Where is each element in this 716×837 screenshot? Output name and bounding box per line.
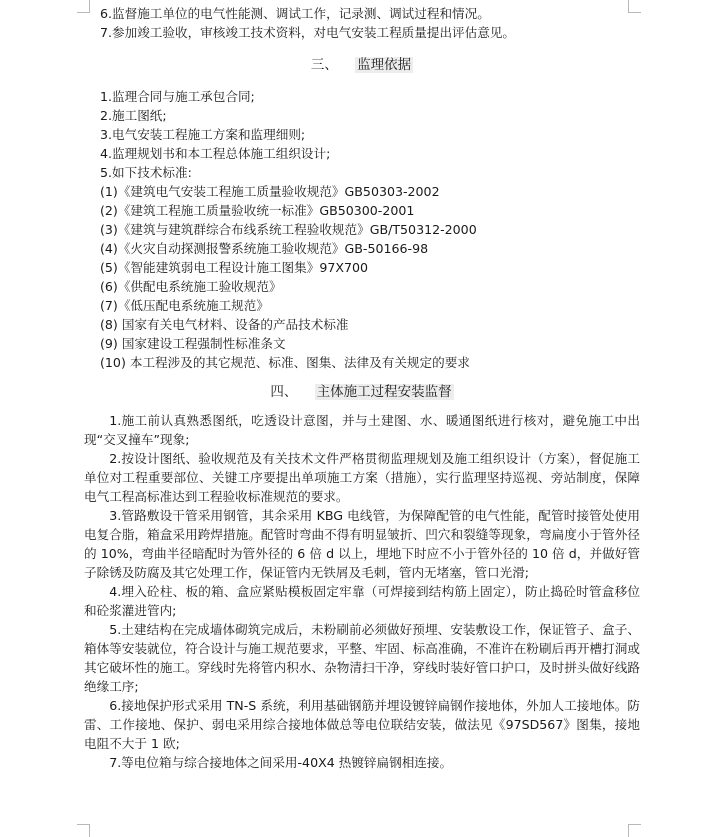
list-item: (3)《建筑与建筑群综合布线系统工程验收规范》GB/T50312-2000 — [100, 222, 477, 237]
paragraph: 7.等电位箱与综合接地体之间采用-40X4 热镀锌扁钢相连接。 — [109, 755, 453, 770]
basis-list — [84, 87, 640, 372]
list-item: (10) 本工程涉及的其它规范、标准、图集、法律及有关规定的要求 — [100, 355, 470, 370]
list-item: (8) 国家有关电气材料、设备的产品技术标准 — [100, 317, 349, 332]
paragraph: 2.按设计图纸、验收规范及有关技术文件严格贯彻监理规划及施工组织设计（方案），督促施工单位对工程重要部位、关键工序要提出单项施工方案（措施），实行监理坚持巡视、旁站制度，保障电气工程高标准达到工程验收标准规范的要求。 — [84, 451, 640, 504]
paragraph: 1.施工前认真熟悉图纸，吃透设计意图，并与土建图、水、暖通图纸进行核对，避免施工中出现“交叉撞车”现象; — [84, 413, 640, 447]
list-item: (9) 国家建设工程强制性标准条文 — [100, 336, 286, 351]
section-title: 主体施工过程安装监督 — [316, 384, 452, 400]
list-item: (5)《智能建筑弱电工程设计施工图集》97X700 — [100, 260, 369, 275]
section-title: 监理依据 — [357, 57, 412, 73]
list-item: (4)《火灾自动探测报警系统施工验收规范》GB-50166-98 — [100, 241, 429, 256]
list-item: 4.监理规划书和本工程总体施工组织设计; — [100, 146, 331, 161]
list-item: (7)《低压配电系统施工规范》 — [100, 298, 269, 313]
list-item: 5.如下技术标准: — [100, 165, 192, 180]
paragraph: 3.管路敷设干管采用钢管，其余采用 KBG 电线管，为保障配管的电气性能，配管时接管处使用电复合脂，箱盒采用跨焊措施。配管时弯曲不得有明显皱折、凹穴和裂缝等现象，弯扁度小于管外径的 10%，弯曲半径暗配时为管外径的 6 倍 d 以上，埋地下时应不小于管外径的 10 倍 d，并做好管子除锈及防腐及其它处理工作，保证管内无铁屑及毛刺，管内无堵塞，管口光滑; — [84, 508, 640, 580]
paragraph: 6.接地保护形式采用 TN-S 系统，利用基础钢筋并埋设镀锌扁钢作接地体，外加人工接地体。防雷、工作接地、保护、弱电采用综合接地体做总等电位联结安装，做法见《97SD567》图集，接地电阻不大于 1 欧; — [84, 698, 640, 751]
list-item: 2.施工图纸; — [100, 108, 167, 123]
list-item: 3.电气安装工程施工方案和监理细则; — [100, 127, 306, 142]
section-heading-3 — [84, 56, 640, 75]
top-list — [84, 4, 640, 42]
list-item: (6)《供配电系统施工验收规范》 — [100, 279, 282, 294]
paragraph: 4.埋入砼柱、板的箱、盒应紧贴模板固定牢靠（可焊接到结构筋上固定），防止捣砼时管盒移位和砼浆灌进管内; — [84, 584, 640, 618]
section-number: 三、 — [310, 57, 338, 73]
list-item: 1.监理合同与施工承包合同; — [100, 89, 255, 104]
document-body — [84, 4, 640, 772]
paragraph: 5.土建结构在完成墙体砌筑完成后，未粉刷前必须做好预埋、安装敷设工作，保证管子、盒子、箱体等安装就位，符合设计与施工规范要求，平整、牢固、标高准确，不准许在粉刷后再开槽打洞或其它破坏性的施工。穿线时先将管内积水、杂物清扫干净，穿线时装好管口护口，及时拼头做好线路绝缘工序; — [84, 622, 640, 694]
section-heading-4 — [84, 383, 640, 402]
crop-mark-bottom-right — [628, 824, 641, 837]
list-item: (1)《建筑电气安装工程施工质量验收规范》GB50303-2002 — [100, 184, 440, 199]
list-item: 7.参加竣工验收，审核竣工技术资料，对电气安装工程质量提出评估意见。 — [100, 25, 516, 40]
crop-mark-bottom-left — [77, 824, 90, 837]
list-item: 6.监督施工单位的电气性能测、调试工作，记录测、调试过程和情况。 — [100, 6, 490, 21]
section-number: 四、 — [270, 384, 298, 400]
list-item: (2)《建筑工程施工质量验收统一标准》GB50300-2001 — [100, 203, 415, 218]
